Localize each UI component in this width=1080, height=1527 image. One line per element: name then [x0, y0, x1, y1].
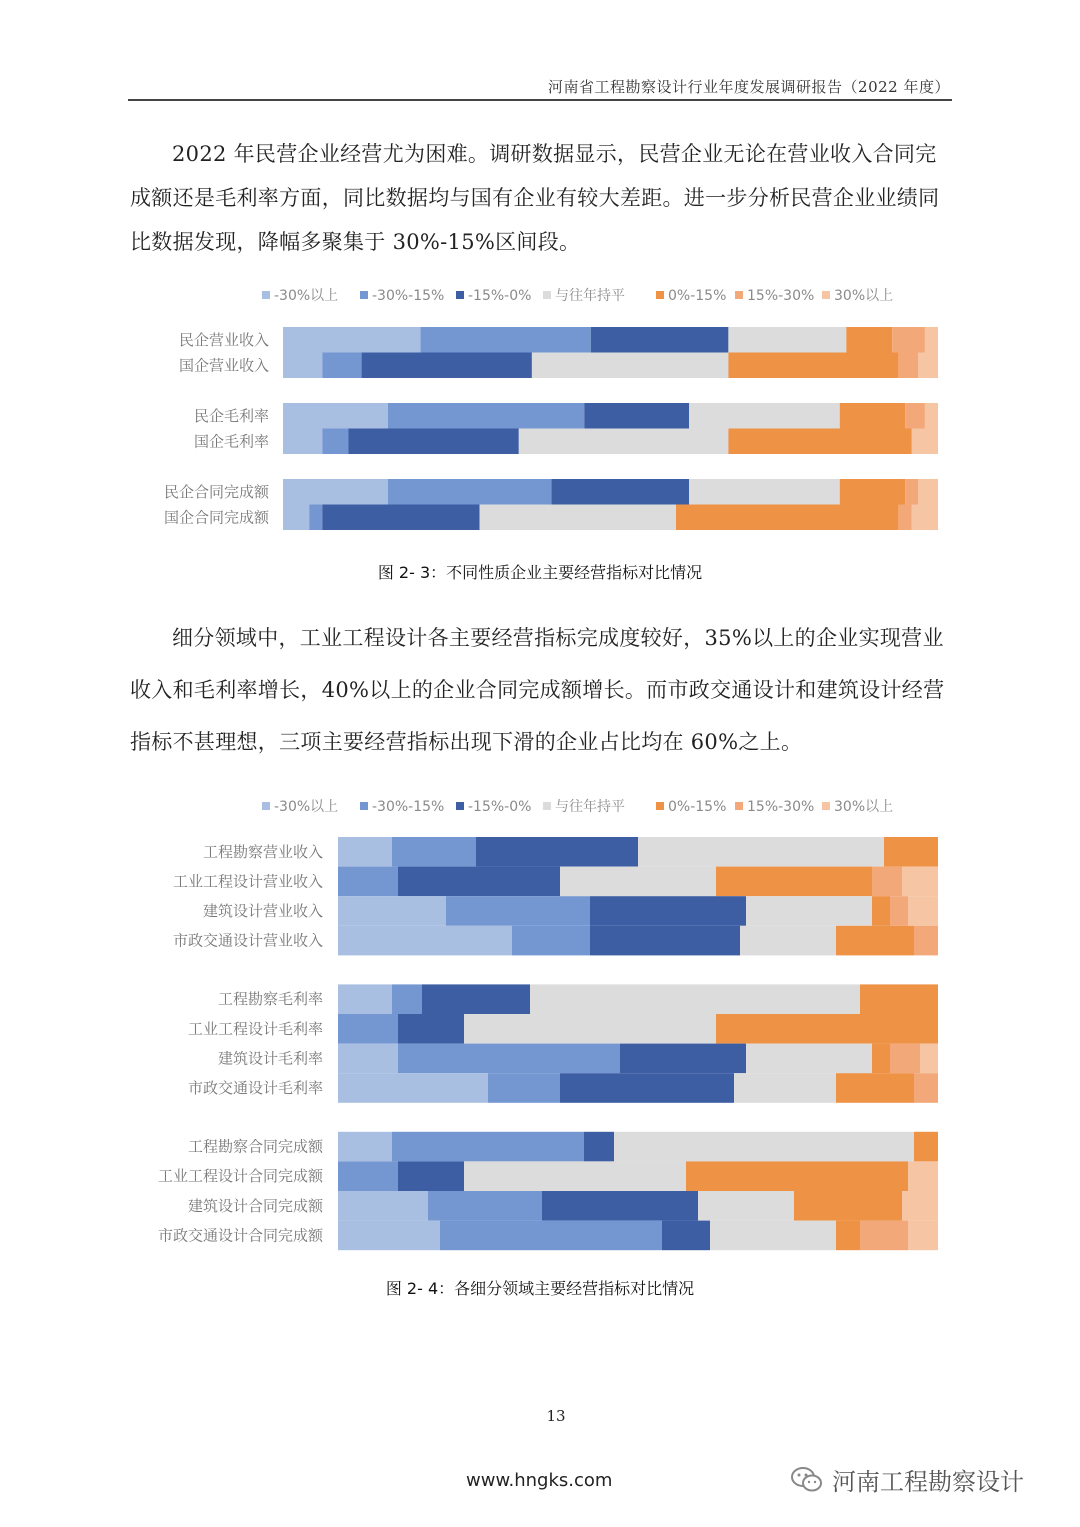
- legend-swatch: [543, 802, 551, 810]
- bar-segment: [552, 479, 690, 505]
- bar-segment: [476, 837, 638, 867]
- bar-segment: [392, 837, 476, 867]
- legend-swatch: [656, 291, 664, 299]
- page-number: 13: [546, 1407, 566, 1425]
- bar-segment: [728, 429, 911, 455]
- bar-segment: [338, 896, 446, 926]
- bar-segment: [794, 1191, 902, 1221]
- legend-swatch: [735, 291, 743, 299]
- bar-segment: [532, 353, 729, 379]
- legend-label: 15%-30%: [747, 799, 815, 815]
- bar-segment: [560, 1073, 734, 1103]
- paragraph-segments: 细分领域中，工业工程设计各主要经营指标完成度较好，35%以上的企业实现营业收入和毛利率增长，40%以上的企业合同完成额增长。而市政交通设计和建筑设计经营指标不甚理想，三项主要经营指标出现下滑的企业占比均在 60%之上。: [130, 626, 945, 754]
- bar-segment: [362, 353, 532, 379]
- chart-segment-comparison: [0, 785, 1080, 1260]
- bar-segment: [338, 867, 398, 897]
- bar-segment: [892, 327, 925, 353]
- figure-caption-2-3: 图 2- 3：不同性质企业主要经营指标对比情况: [377, 563, 703, 582]
- bar-segment: [840, 479, 906, 505]
- legend-label: 15%-30%: [747, 288, 815, 304]
- legend-label: 30%以上: [834, 288, 894, 304]
- category-label: 民企合同完成额: [163, 482, 269, 501]
- legend-swatch: [360, 291, 368, 299]
- legend-label: -30%以上: [274, 288, 339, 304]
- legend-swatch: [360, 802, 368, 810]
- bar-segment: [283, 327, 421, 353]
- bar-segment: [638, 837, 884, 867]
- legend-label: 0%-15%: [668, 288, 727, 304]
- bar-segment: [872, 867, 902, 897]
- bar-segment: [338, 1191, 428, 1221]
- bar-segment: [728, 327, 846, 353]
- legend-swatch: [822, 802, 830, 810]
- bar-segment: [899, 505, 912, 531]
- bar-segment: [740, 926, 836, 956]
- category-label: 市政交通设计营业收入: [172, 931, 323, 950]
- legend-swatch: [456, 291, 464, 299]
- category-label: 工业工程设计营业收入: [172, 872, 323, 891]
- bar-segment: [584, 403, 689, 429]
- category-label: 国企营业收入: [178, 356, 269, 375]
- bar-segment: [728, 353, 898, 379]
- bar-segment: [392, 1132, 584, 1162]
- legend-swatch: [735, 802, 743, 810]
- bar-segment: [716, 1014, 938, 1044]
- bar-segment: [398, 867, 560, 897]
- bar-segment: [322, 505, 479, 531]
- bar-segment: [836, 1221, 860, 1251]
- bar-segment: [590, 926, 740, 956]
- bar-segment: [734, 1073, 836, 1103]
- bar-segment: [662, 1221, 710, 1251]
- legend-swatch: [262, 802, 270, 810]
- site-url[interactable]: www.hngks.com: [466, 1470, 613, 1491]
- bar-segment: [446, 896, 590, 926]
- legend-swatch: [456, 802, 464, 810]
- legend-label: -15%-0%: [468, 288, 532, 304]
- bar-segment: [591, 327, 729, 353]
- bar-segment: [398, 1161, 464, 1191]
- bar-segment: [912, 429, 938, 455]
- bar-segment: [322, 353, 361, 379]
- paragraph-private-enterprise: 2022 年民营企业经营尤为困难。调研数据显示，民营企业无论在营业收入合同完成额还是毛利率方面，同比数据均与国有企业有较大差距。进一步分析民营企业业绩同比数据发现，降幅多聚集于 30%-15%区间段。: [130, 142, 940, 254]
- legend-swatch: [543, 291, 551, 299]
- bar-segment: [560, 867, 716, 897]
- bar-segment: [530, 984, 860, 1014]
- bar-segment: [905, 479, 918, 505]
- bar-segment: [440, 1221, 662, 1251]
- legend-label: 0%-15%: [668, 799, 727, 815]
- category-label: 工业工程设计毛利率: [187, 1019, 323, 1038]
- bar-segment: [542, 1191, 698, 1221]
- bar-segment: [925, 403, 938, 429]
- bar-segment: [689, 479, 840, 505]
- category-label: 国企合同完成额: [163, 508, 269, 527]
- category-label: 建筑设计营业收入: [202, 902, 323, 920]
- category-label: 工程勘察营业收入: [202, 842, 323, 861]
- bar-segment: [902, 867, 938, 897]
- legend-swatch: [656, 802, 664, 810]
- bar-segment: [590, 896, 746, 926]
- category-label: 工程勘察合同完成额: [187, 1137, 323, 1156]
- header-rule: [128, 99, 952, 101]
- category-label: 民企毛利率: [193, 406, 269, 425]
- bar-segment: [836, 1073, 914, 1103]
- bar-segment: [392, 984, 422, 1014]
- wechat-icon: [790, 1465, 824, 1495]
- bar-segment: [836, 926, 914, 956]
- bar-segment: [840, 403, 906, 429]
- bar-segment: [338, 1132, 392, 1162]
- bar-segment: [918, 353, 938, 379]
- bar-segment: [912, 505, 938, 531]
- bar-segment: [872, 1044, 890, 1074]
- bar-segment: [686, 1161, 908, 1191]
- bar-segment: [428, 1191, 542, 1221]
- bar-segment: [464, 1014, 716, 1044]
- bar-segment: [519, 429, 729, 455]
- bar-segment: [322, 429, 348, 455]
- bar-segment: [698, 1191, 794, 1221]
- wechat-account-name: 河南工程勘察设计: [832, 1468, 1024, 1496]
- bar-segment: [925, 327, 938, 353]
- bar-segment: [338, 1073, 488, 1103]
- bar-segment: [338, 1044, 398, 1074]
- bar-segment: [480, 505, 677, 531]
- bar-segment: [464, 1161, 686, 1191]
- category-label: 工业工程设计合同完成额: [157, 1167, 323, 1186]
- bar-segment: [905, 403, 925, 429]
- bar-segment: [710, 1221, 836, 1251]
- bar-segment: [398, 1014, 464, 1044]
- bar-segment: [338, 1014, 398, 1044]
- bar-segment: [860, 1221, 908, 1251]
- legend-label: -30%以上: [274, 799, 339, 815]
- bar-segment: [902, 1191, 938, 1221]
- bar-segment: [422, 984, 530, 1014]
- category-label: 建筑设计合同完成额: [187, 1196, 323, 1215]
- bar-segment: [918, 479, 938, 505]
- bar-segment: [746, 896, 872, 926]
- legend-label: -30%-15%: [372, 288, 445, 304]
- bar-segment: [512, 926, 590, 956]
- bar-segment: [338, 1221, 440, 1251]
- bar-segment: [620, 1044, 746, 1074]
- bar-segment: [689, 403, 840, 429]
- wechat-badge: [790, 1462, 1024, 1497]
- category-label: 工程勘察毛利率: [217, 990, 323, 1009]
- bar-segment: [388, 479, 552, 505]
- bar-segment: [283, 505, 309, 531]
- legend-swatch: [822, 291, 830, 299]
- bar-segment: [338, 926, 512, 956]
- bar-segment: [614, 1132, 914, 1162]
- bar-segment: [309, 505, 322, 531]
- bar-segment: [584, 1132, 614, 1162]
- bar-segment: [283, 429, 322, 455]
- bar-segment: [890, 896, 908, 926]
- bar-segment: [908, 1221, 938, 1251]
- bar-segment: [338, 984, 392, 1014]
- bar-segment: [676, 505, 899, 531]
- bar-segment: [920, 1044, 938, 1074]
- category-label: 建筑设计毛利率: [217, 1049, 323, 1068]
- bar-segment: [283, 403, 388, 429]
- figure-caption-2-4: 图 2- 4：各细分领域主要经营指标对比情况: [385, 1279, 695, 1298]
- bar-segment: [908, 1161, 938, 1191]
- bar-segment: [398, 1044, 620, 1074]
- legend-label: -15%-0%: [468, 799, 532, 815]
- bar-segment: [338, 1161, 398, 1191]
- chart-ownership-comparison: [0, 270, 1080, 550]
- bar-segment: [890, 1044, 920, 1074]
- bar-segment: [914, 1073, 938, 1103]
- legend-label: 与往年持平: [555, 799, 625, 815]
- bar-segment: [349, 429, 519, 455]
- bar-segment: [283, 353, 322, 379]
- bar-segment: [914, 1132, 938, 1162]
- bar-segment: [899, 353, 919, 379]
- bar-segment: [283, 479, 388, 505]
- bar-segment: [846, 327, 892, 353]
- legend-label: 与往年持平: [555, 288, 625, 304]
- bar-segment: [908, 896, 938, 926]
- bar-segment: [872, 896, 890, 926]
- bar-segment: [716, 867, 872, 897]
- running-header: 河南省工程勘察设计行业年度发展调研报告（2022 年度）: [548, 78, 950, 96]
- bar-segment: [860, 984, 938, 1014]
- category-label: 市政交通设计合同完成额: [157, 1226, 323, 1245]
- bar-segment: [884, 837, 938, 867]
- legend-label: -30%-15%: [372, 799, 445, 815]
- bar-segment: [914, 926, 938, 956]
- legend-swatch: [262, 291, 270, 299]
- bar-segment: [746, 1044, 872, 1074]
- bar-segment: [338, 837, 392, 867]
- bar-segment: [388, 403, 585, 429]
- category-label: 国企毛利率: [193, 432, 269, 451]
- legend-label: 30%以上: [834, 799, 894, 815]
- bar-segment: [488, 1073, 560, 1103]
- category-label: 市政交通设计毛利率: [187, 1079, 323, 1097]
- category-label: 民企营业收入: [178, 330, 269, 349]
- bar-segment: [421, 327, 591, 353]
